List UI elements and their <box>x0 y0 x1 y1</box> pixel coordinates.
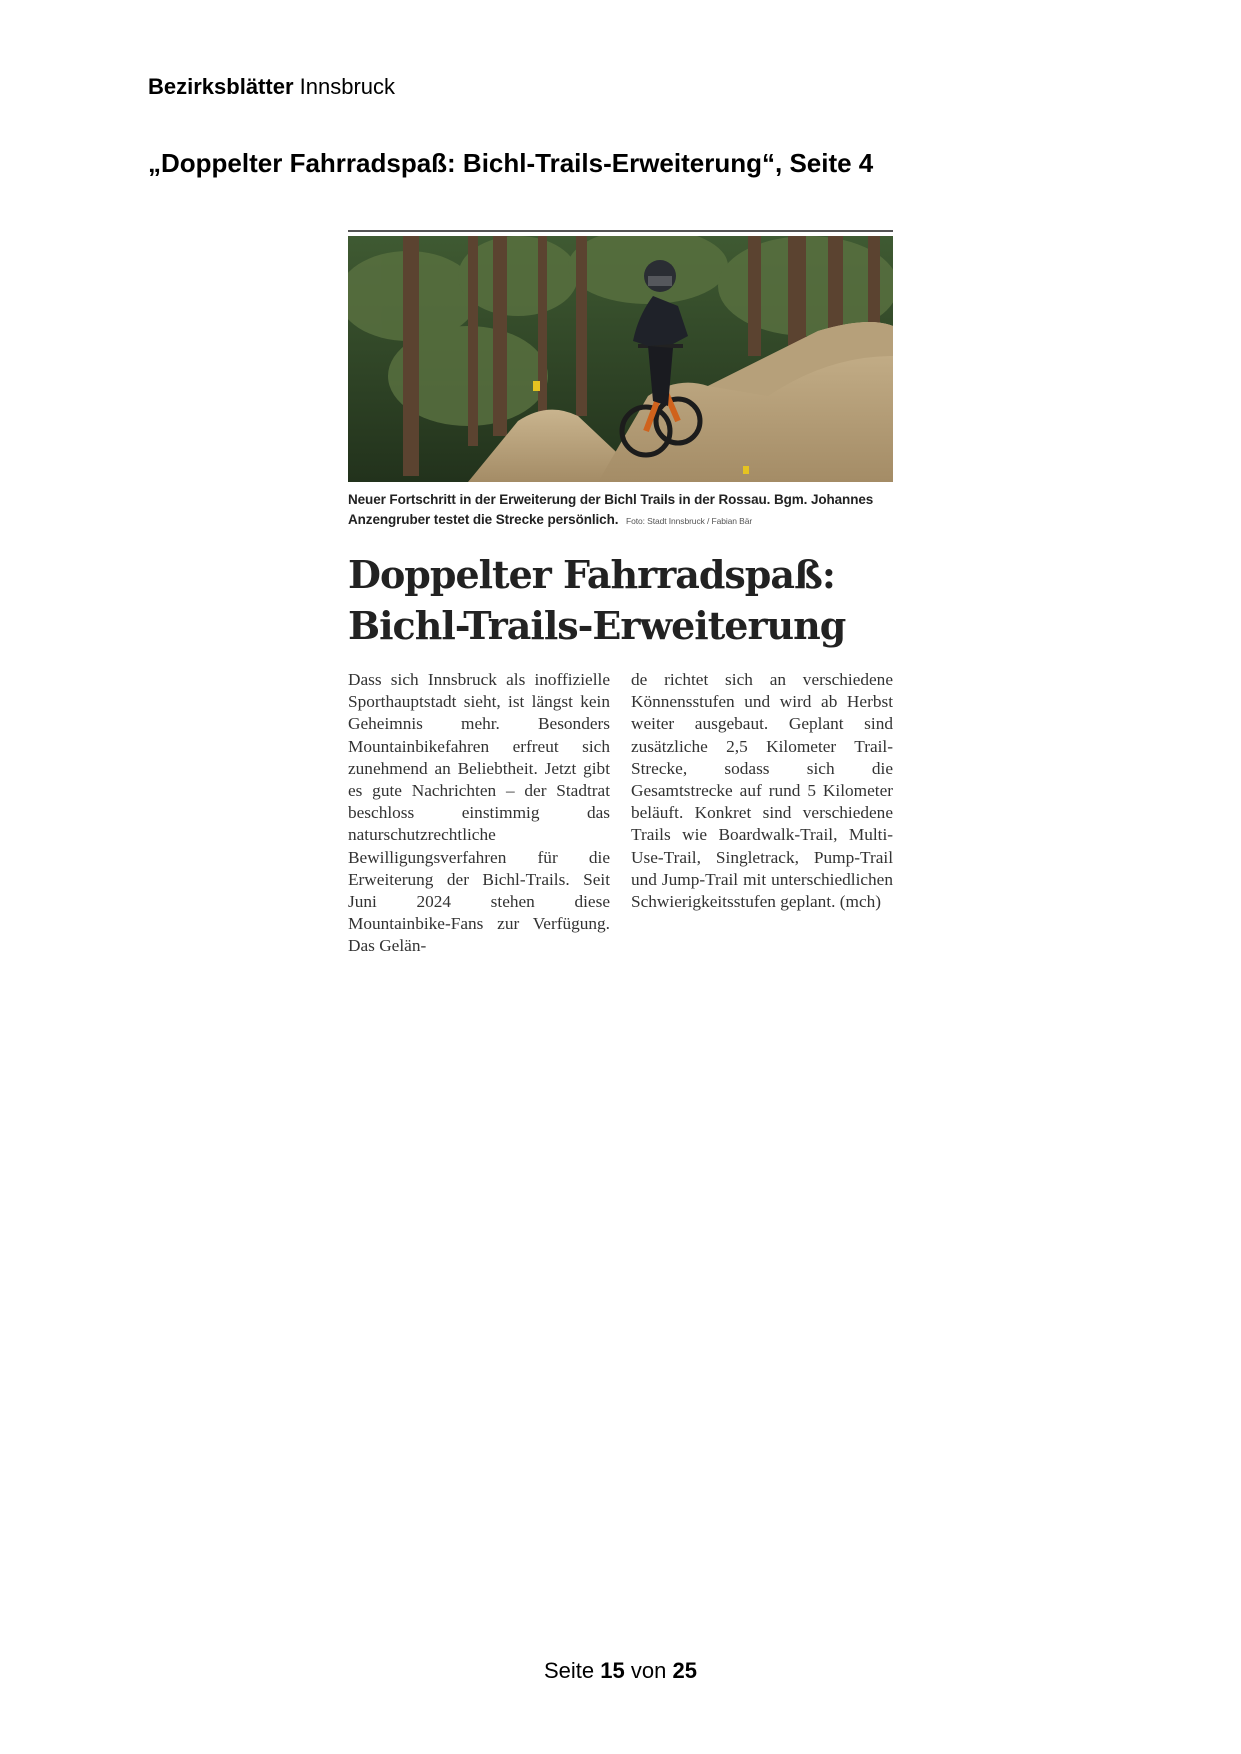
publication-name: Bezirksblätter <box>148 74 294 99</box>
photo-credit: Foto: Stadt Innsbruck / Fabian Bär <box>626 516 753 526</box>
article-column-1 <box>348 669 610 958</box>
article-photo <box>348 236 893 482</box>
newspaper-clipping <box>348 230 893 958</box>
article-column-2-text: de richtet sich an verschiedene Könnensstufen und wird ab Herbst weiter ausgebaut. Geplant sind zusätzliche 2,5 Kilometer Trail-Strecke, sodass sich die Gesamtstrecke auf rund 5 Kilometer beläuft. Konkret sind verschiedene Trails wie Boardwalk-Trail, Multi-Use-Trail, Singletrack, Pump-Trail und Jump-Trail mit unterschiedlichen Schwierigkeitsstufen geplant. (mch) <box>631 670 893 912</box>
clipping-top-rule <box>348 230 893 232</box>
footer-prefix: Seite <box>544 1658 595 1683</box>
article-column-1-text: Dass sich Innsbruck als inoffizielle Sporthauptstadt sieht, ist längst kein Geheimnis mehr. Besonders Mountainbikefahren erfreut sich zunehmend an Beliebtheit. Jetzt gibt es gute Nachrichten – der Stadtrat beschloss einstimmig das naturschutzrechtliche Bewilligungsverfahren für die Erweiterung der Bichl-Trails. Seit Juni 2024 stehen diese Mountainbike-Fans zur Verfügung. Das Gelän- <box>348 670 610 956</box>
article-reference-title: „Doppelter Fahrradspaß: Bichl-Trails-Erweiterung“, Seite 4 <box>148 148 874 178</box>
article-body <box>348 669 893 958</box>
page-footer <box>0 1658 1241 1684</box>
publication-region: Innsbruck <box>299 74 396 99</box>
article-headline <box>348 549 893 651</box>
footer-middle: von <box>630 1658 667 1683</box>
current-page-number: 15 <box>600 1658 625 1683</box>
caption-text: Neuer Fortschritt in der Erweiterung der Bichl Trails in der Rossau. Bgm. Johannes Anzengruber testet die Strecke persönlich. <box>348 492 874 527</box>
source-line <box>148 74 395 100</box>
photo-caption <box>348 490 893 531</box>
total-page-count: 25 <box>672 1658 697 1683</box>
article-column-2 <box>631 669 893 958</box>
headline-line-2: Bichl-Trails-Erweiterung <box>348 603 846 648</box>
headline-line-1: Doppelter Fahrradspaß: <box>348 552 835 597</box>
